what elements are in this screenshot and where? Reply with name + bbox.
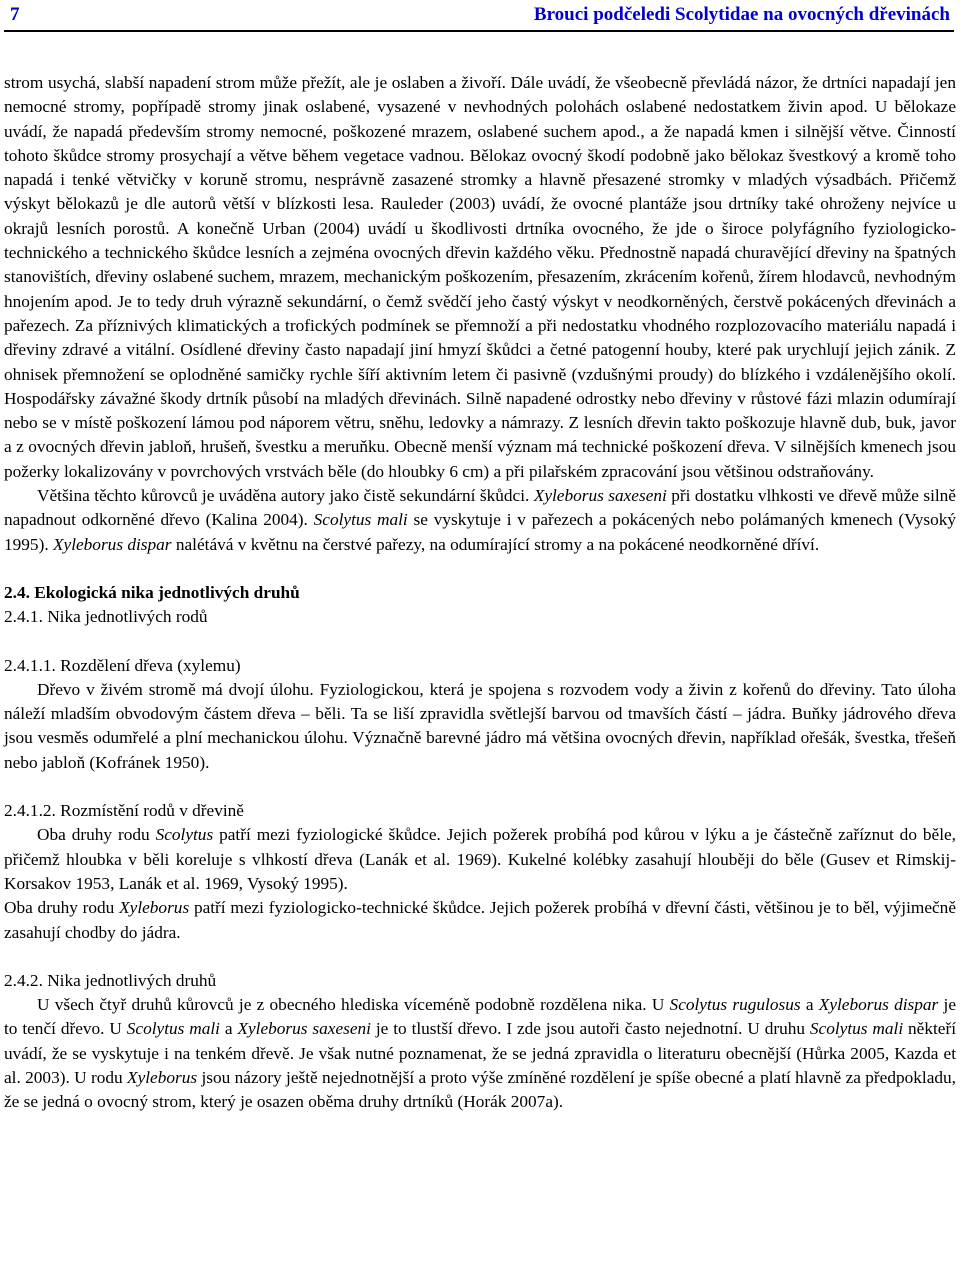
text-run: a bbox=[219, 1019, 238, 1039]
page-body bbox=[4, 71, 956, 1115]
italic-text: Scolytus mali bbox=[126, 1019, 220, 1039]
text-run: je to tenčí dřevo. U bbox=[4, 995, 956, 1039]
italic-text: Scolytus mali bbox=[313, 510, 408, 530]
italic-text: Xyleborus saxeseni bbox=[237, 1019, 371, 1039]
text-run: U všech čtyř druhů kůrovců je z obecného hlediska víceméně podobně rozdělena nika. U bbox=[37, 995, 670, 1015]
text-run: Většina těchto kůrovců je uváděna autory jako čistě sekundární škůdci. bbox=[37, 486, 534, 506]
subsection-heading: 2.4.1. Nika jednotlivých rodů bbox=[4, 607, 208, 627]
italic-text: Xyleborus dispar bbox=[52, 534, 172, 554]
text-run: patří mezi fyziologické škůdce. Jejich požerek probíhá pod kůrou v lýku a je částečně zaříznut do běle, přičemž hloubka v běli koreluje s vlhkostí dřeva (Lanák et al. 1969). Kukelné kolébky zasahují hlouběji do běle (Gusev et Rimskij-Korsakov 1953, Lanák et al. 1969, Vysoký 1995). bbox=[4, 825, 956, 893]
subsubsection-heading: 2.4.1.2. Rozmístění rodů v dřevině bbox=[4, 801, 244, 821]
italic-text: Xyleborus bbox=[119, 898, 190, 918]
text-run: a bbox=[800, 995, 819, 1015]
text-run: Dřevo v živém stromě má dvojí úlohu. Fyziologickou, která je spojena s rozvodem vody a živin z kořenů do dřeviny. Tato úloha náleží mladším obvodovým částem dřeva – běli. Ta se liší zpravidla světlejší barvou od tmavších částí – jádra. Buňky jádrového dřeva jsou vesměs odumřelé a plní mechanickou úlohu. Význačně barevné jádro má většina ovocných dřevin, například ořešák, švestka, třešeň nebo jabloň (Kofránek 1950). bbox=[4, 679, 956, 772]
text-run: strom usychá, slabší napadení strom může přežít, ale je oslaben a živoří. Dále uvádí, že všeobecně převládá názor, že drtníci napadají jen nemocné stromy, popřípadě stromy jinak oslabené, vysazené v nevhodných polohách oslabené nedostatkem živin apod. U bělokaze uvádí, že napadá především stromy nemocné, poškozené mrazem, oslabené suchem apod., a že napadá kmen i silnější větve. Činností tohoto škůdce stromy prosychají a větve během vegetace vadnou. Bělokaz ovocný škodí podobně jako bělokaz švestkový a kromě toho napadá i tenké větvičky v koruně stromu, nesprávně zasazené stromky a hlavně přesazené stromky v mladých výsadbách. Přičemž výskyt bělokazů je dle autorů větší v blízkosti lesa. Rauleder (2003) uvádí, že ovocné plantáže jsou drtníky také ohroženy nejvíce u okrajů lesních porostů. A konečně Urban (2004) uvádí u škodlivosti drtníka ovocného, že jde o široce polyfágního fyziologicko-technického a technického škůdce lesních a zejména ovocných dřevin každého věku. Přednostně napadá churavějící dřeviny na špatných stanovištích, dřeviny oslabené suchem, mrazem, mechanickým poškozením, přesazením, zkrácením kořenů, žírem hlodavců, nevhodným hnojením apod. Je to tedy druh výrazně sekundární, o čemž svědčí jeho častý výskyt v neodkorněných, čerstvě pokácených dřevinách a pařezech. Za příznivých klimatických a trofických podmínek se přemnoží a při nedostatku vhodného rozplozovacího materiálu napadá i dřeviny zdravé a vitální. Osídlené dřeviny často napadají jiní hmyzí škůdci a četné patogenní houby, které pak urychlují jejich zánik. Z ohnisek přemnožení se oplodněné samičky rychle šíří aktivním letem či pasivně (vzdušnými proudy) do blízkého i vzdálenějšího okolí. Hospodářsky závažné škody drtník působí na mladých dřevinách. Silně napadené odrostky nebo dřeviny v růstové fázi mlazin odumírají nebo se v místě poškození lámou pod náporem větru, sněhu, ledovky a námrazy. Z lesních dřevin takto poškozuje hlavně dub, buk, javor a z ovocných dřevin jabloň, hrušeň, švestku a meruňku. Obecně menší význam má technické poškození dřeva. V silnějších kmenech jsou požerky lokalizovány v povrchových vrstvách běle (do hloubky 6 cm) a při pilařském zpracování jsou většinou odstraňovány. bbox=[4, 73, 956, 481]
paragraph bbox=[4, 678, 956, 775]
text-run: jsou názory ještě nejednotnější a proto výše zmíněné rozdělení je spíše obecné a platí hlavně za předpokladu, že se jedná o ovocný strom, který je osazen oběma druhy drtníků (Horák 2007a). bbox=[4, 1067, 956, 1112]
paragraph bbox=[4, 823, 956, 896]
page-header bbox=[4, 2, 954, 32]
text-run: je to tlustší dřevo. I zde jsou autoři často nejednotní. U druhu bbox=[370, 1019, 810, 1039]
subsection-heading: 2.4.2. Nika jednotlivých druhů bbox=[4, 970, 217, 990]
paragraph bbox=[4, 71, 956, 484]
text-run: nalétává v květnu na čerstvé pařezy, na odumírající stromy a na pokácené neodkorněné dříví. bbox=[171, 534, 820, 554]
text-run: při dostatku vlhkosti ve dřevě může silně napadnout odkorněné dřevo (Kalina 2004). bbox=[4, 486, 956, 530]
italic-text: Scolytus rugulosus bbox=[669, 995, 801, 1015]
italic-text: Xyleborus saxeseni bbox=[533, 486, 667, 506]
text-run: patří mezi fyziologicko-technické škůdce. Jejich požerek probíhá v dřevní části, většinou je to běl, výjimečně zasahují chodby do jádra. bbox=[4, 898, 956, 942]
text-run: Oba druhy rodu bbox=[37, 825, 156, 845]
text-run: někteří uvádí, že se vyskytuje i na tenkém dřevě. Je však nutné poznamenat, že se jedná zpravidla o literaturu obecnější (Hůrka 2005, Kazda et al. 2003). U rodu bbox=[4, 1019, 956, 1087]
italic-text: Scolytus mali bbox=[809, 1019, 904, 1039]
text-run: Oba druhy rodu bbox=[4, 898, 120, 918]
section-heading: 2.4. Ekologická nika jednotlivých druhů bbox=[4, 582, 300, 602]
subsubsection-heading: 2.4.1.1. Rozdělení dřeva (xylemu) bbox=[4, 655, 241, 675]
paragraph bbox=[4, 484, 956, 557]
paragraph bbox=[4, 896, 956, 945]
page-number: 7 bbox=[10, 4, 20, 25]
text-run: se vyskytuje i v pařezech a pokácených nebo polámaných kmenech (Vysoký 1995). bbox=[4, 510, 956, 554]
italic-text: Xyleborus dispar bbox=[818, 995, 939, 1015]
italic-text: Xyleborus bbox=[127, 1067, 198, 1087]
paragraph bbox=[4, 993, 956, 1114]
italic-text: Scolytus bbox=[155, 825, 214, 845]
running-title: Brouci podčeledi Scolytidae na ovocných dřevinách bbox=[533, 4, 950, 25]
